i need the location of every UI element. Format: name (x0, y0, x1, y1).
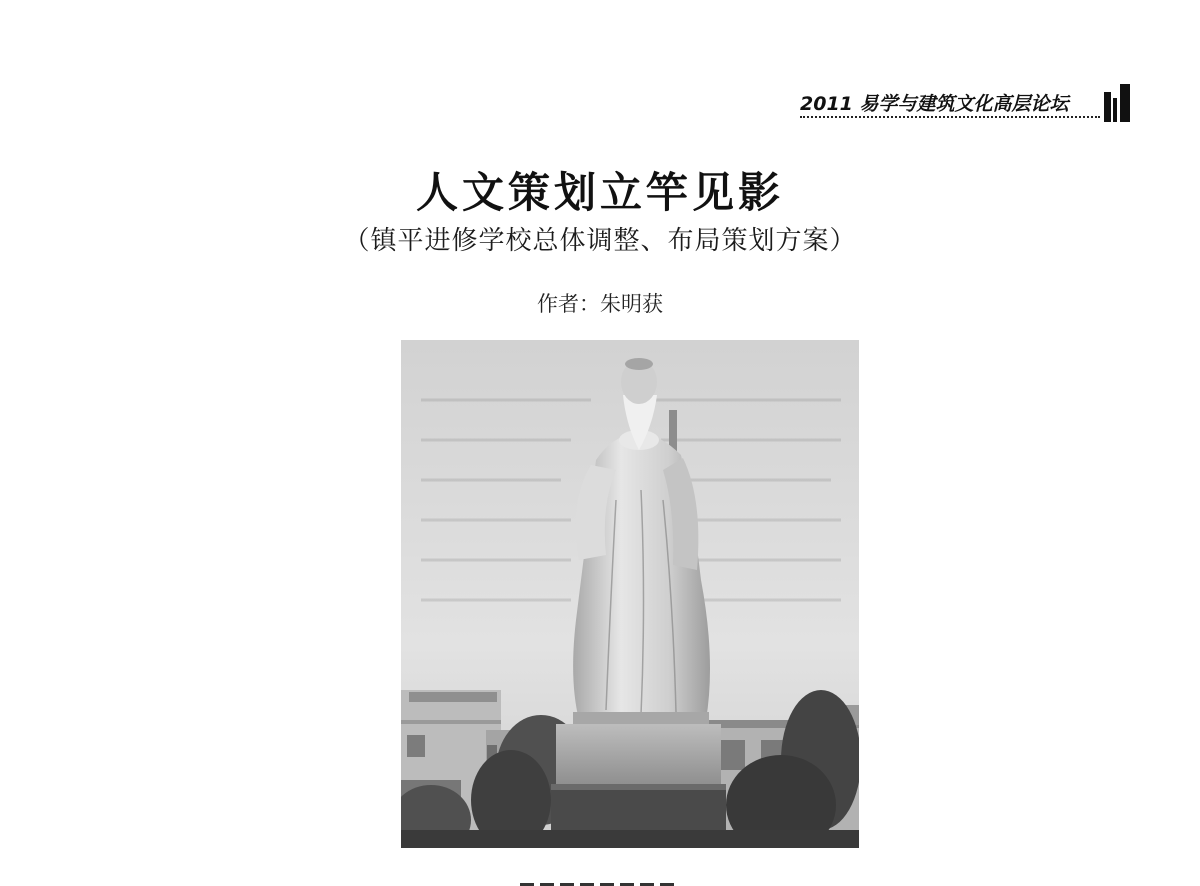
header-bar-mark-left (1104, 92, 1111, 122)
foreground (401, 830, 859, 848)
confucius-statue-photo (401, 340, 859, 848)
cropped-caption-fragment (520, 874, 720, 886)
running-header (800, 84, 1136, 124)
article-title: 人文策划立竿见影 (415, 168, 784, 217)
running-header-dotted-rule (800, 116, 1100, 118)
article-subtitle: （镇平进修学校总体调整、布局策划方案） (343, 226, 857, 256)
running-header-title: 2011 易学与建筑文化高层论坛 (800, 93, 1069, 115)
header-bar-mark-middle (1113, 98, 1117, 122)
article-author: 作者：朱明获 (537, 292, 663, 316)
pedestal (551, 724, 726, 848)
header-bar-mark-right (1120, 84, 1130, 122)
